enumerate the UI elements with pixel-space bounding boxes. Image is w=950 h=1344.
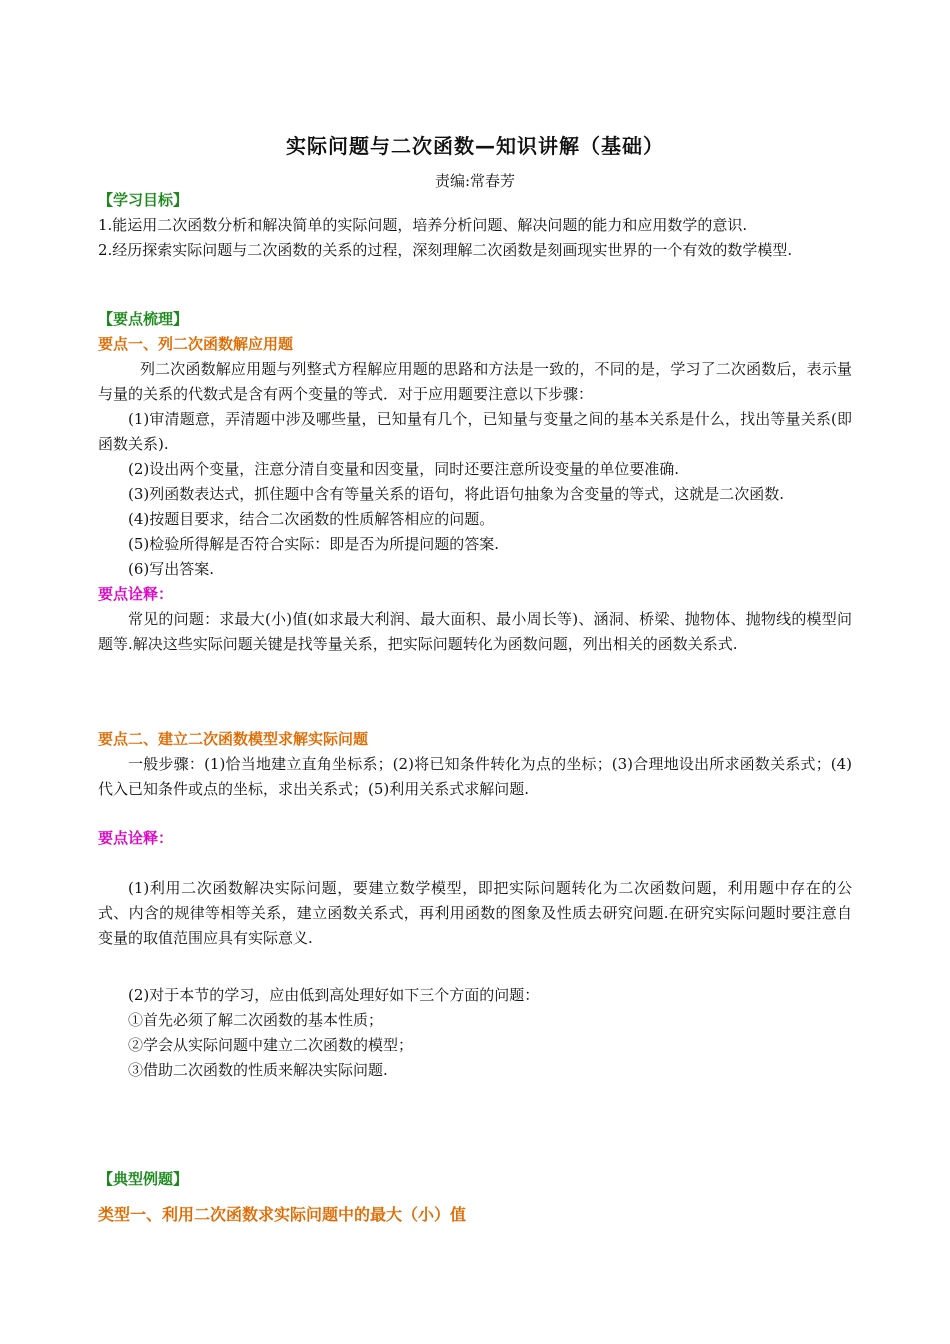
page-title: 实际问题与二次函数—知识讲解（基础） (286, 134, 664, 158)
goal-item: 2.经历探索实际问题与二次函数的关系的过程，深刻理解二次函数是刻画现实世界的一个有效的数学模型. (98, 241, 793, 259)
point1-step: (5)检验所得解是否符合实际：即是否为所提问题的答案. (128, 535, 500, 553)
point1-step: (6)写出答案. (128, 560, 215, 578)
point2-section (98, 727, 852, 802)
examples-type1-title: 类型一、利用二次函数求实际问题中的最大（小）值 (98, 1205, 467, 1224)
point2-sub-item: ①首先必须了解二次函数的基本性质； (128, 1011, 384, 1029)
point2-note1: (1)利用二次函数解决实际问题，要建立数学模型，即把实际问题转化为二次函数问题，利用题中存在的公式、内含的规律等相等关系，建立函数关系式，再利用函数的图象及性质去研究问题.在研究实际问题时要注意自变量的取值范围应具有实际意义. (98, 879, 852, 947)
point1-note-text: 常见的问题：求最大(小)值(如求最大利润、最大面积、最小周长等)、涵洞、桥梁、抛物体、抛物线的模型问题等.解决这些实际问题关键是找等量关系，把实际问题转化为函数问题，列出相关的函数关系式. (98, 610, 852, 653)
goal-item: 1.能运用二次函数分析和解决简单的实际问题，培养分析问题、解决问题的能力和应用数学的意识. (98, 216, 748, 234)
point2-note-title: 要点诠释： (98, 829, 174, 847)
editor-line: 责编:常春芳 (434, 172, 516, 190)
point1-step: (3)列函数表达式，抓住题中含有等量关系的语句，将此语句抽象为含变量的等式，这就是二次函数. (128, 485, 785, 503)
examples-type1-block (98, 1202, 852, 1227)
point1-intro: 列二次函数解应用题与列整式方程解应用题的思路和方法是一致的，不同的是，学习了二次函数后，表示量与量的关系的代数式是含有两个变量的等式．对于应用题要注意以下步骤： (98, 360, 852, 403)
point2-sub-item: ②学会从实际问题中建立二次函数的模型； (128, 1036, 414, 1054)
examples-section (98, 1167, 852, 1192)
point1-step: (1)审清题意，弄清题中涉及哪些量，已知量有几个，已知量与变量之间的基本关系是什么，找出等量关系(即函数关系). (98, 410, 852, 453)
point1-step: (4)按题目要求，结合二次函数的性质解答相应的问题。 (128, 510, 495, 528)
point2-note-section (98, 826, 852, 851)
point2-intro: 一般步骤：(1)恰当地建立直角坐标系；(2)将已知条件转化为点的坐标；(3)合理地设出所求函数关系式；(4)代入已知条件或点的坐标，求出关系式；(5)利用关系式求解问题. (98, 755, 852, 798)
goals-section (98, 188, 852, 263)
points-heading: 【要点梳理】 (98, 310, 189, 328)
point1-note-title: 要点诠释： (98, 585, 174, 603)
examples-heading: 【典型例题】 (98, 1170, 189, 1188)
point2-sub-item: ③借助二次函数的性质来解决实际问题. (128, 1061, 388, 1079)
point2-title: 要点二、建立二次函数模型求解实际问题 (98, 730, 369, 748)
point2-note2: (2)对于本节的学习，应由低到高处理好如下三个方面的问题： (128, 986, 540, 1004)
point2-note1-block (98, 876, 852, 951)
goals-heading: 【学习目标】 (98, 191, 189, 209)
point1-step: (2)设出两个变量，注意分清自变量和因变量，同时还要注意所设变量的单位要准确. (128, 460, 680, 478)
point2-note2-block (98, 983, 852, 1083)
point1-title: 要点一、列二次函数解应用题 (98, 335, 294, 353)
points-section (98, 307, 852, 657)
